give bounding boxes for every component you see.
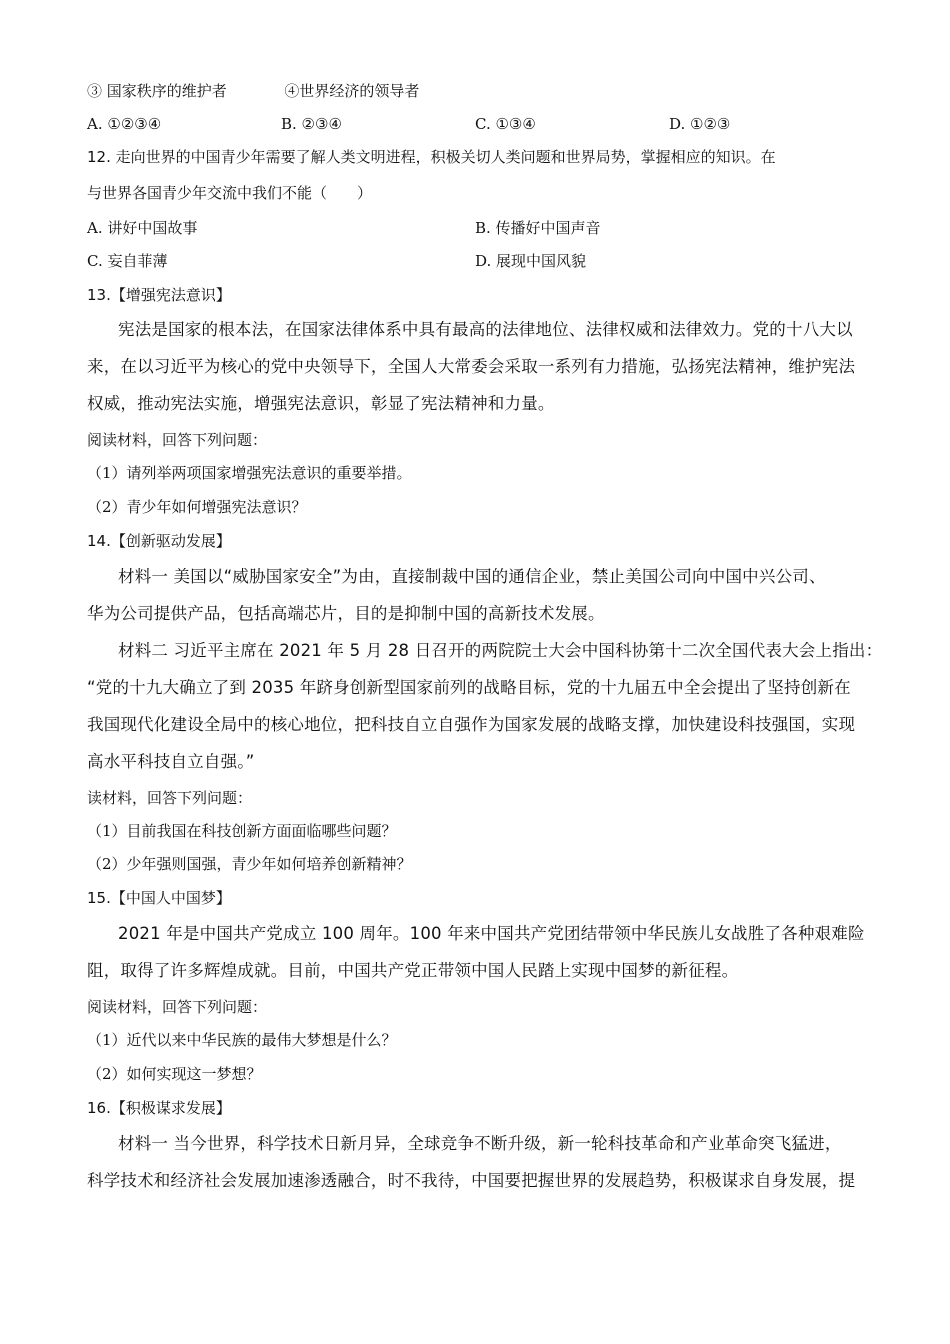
q16-heading [87,1097,231,1119]
q13-number: 13. [87,286,111,304]
q13-material-line-3: 权威，推动宪法实施，增强宪法意识，彰显了宪法精神和力量。 [87,394,555,413]
q16-material-line-2: 科学技术和经济社会发展加速渗透融合，时不我待，中国要把握世界的发展趋势，积极谋求自身发展，提 [87,1171,856,1190]
q11-statements-row [87,80,419,102]
q13-question-2: （2）青少年如何增强宪法意识？ [87,498,307,516]
q13-question-1: （1）请列举两项国家增强宪法意识的重要举措。 [87,464,412,482]
q11-option-a: A. ①②③④ [87,115,162,133]
q14-material-line-5: 我国现代化建设全局中的核心地位，把科技自立自强作为国家发展的战略支撑，加快建设科技强国，实现 [87,715,856,734]
q12-option-b: B. 传播好中国声音 [475,219,601,237]
q13-title: 【增强宪法意识】 [110,286,231,304]
q13-instruction: 阅读材料，回答下列问题： [87,431,268,449]
q15-material-line-1: 2021 年是中国共产党成立 100 周年。100 年来中国共产党团结带领中华民族儿女战胜了各种艰难险 [118,924,865,943]
q14-instruction: 读材料，回答下列问题： [87,789,253,807]
q11-statement-4: ④世界经济的领导者 [284,82,420,100]
q16-number: 16. [87,1099,111,1117]
q14-material-line-6: 高水平科技自立自强。” [87,752,255,771]
q14-material-line-4: “党的十九大确立了到 2035 年跻身创新型国家前列的战略目标，党的十九届五中全会提出了坚持创新在 [87,678,851,697]
q12-stem-1: 走向世界的中国青少年需要了解人类文明进程，积极关切人类问题和世界局势，掌握相应的知识。在 [110,148,776,166]
q13-material-line-2: 来，在以习近平为核心的党中央领导下，全国人大常委会采取一系列有力措施，弘扬宪法精神，维护宪法 [87,357,856,376]
q14-question-1: （1）目前我国在科技创新方面面临哪些问题？ [87,822,397,840]
q16-material-line-1: 材料一 当今世界，科学技术日新月异，全球竞争不断升级，新一轮科技革命和产业革命突飞猛进， [118,1134,842,1153]
q11-option-c: C. ①③④ [475,115,536,133]
q15-number: 15. [87,889,111,907]
q11-statement-3: ③ 国家秩序的维护者 [87,82,227,100]
q15-question-2: （2）如何实现这一梦想？ [87,1065,262,1083]
q12-option-d: D. 展现中国风貌 [475,252,587,270]
q12-option-c: C. 妄自菲薄 [87,252,168,270]
q14-material-line-3: 材料二 习近平主席在 2021 年 5 月 28 日召开的两院院士大会中国科协第十二次全国代表大会上指出： [118,641,883,660]
q15-heading [87,887,231,909]
q14-material-line-1: 材料一 美国以“威胁国家安全”为由，直接制裁中国的通信企业，禁止美国公司向中国中兴公司、 [118,567,826,586]
q15-title: 【中国人中国梦】 [110,889,231,907]
q16-title: 【积极谋求发展】 [110,1099,231,1117]
q12-number: 12. [87,148,111,166]
q13-material-line-1: 宪法是国家的根本法，在国家法律体系中具有最高的法律地位、法律权威和法律效力。党的十八大以 [118,320,853,339]
q12-option-a: A. 讲好中国故事 [87,219,198,237]
q15-instruction: 阅读材料，回答下列问题： [87,998,268,1016]
q11-option-b: B. ②③④ [281,115,342,133]
q14-material-line-2: 华为公司提供产品，包括高端芯片，目的是抑制中国的高新技术发展。 [87,604,605,623]
q11-option-d: D. ①②③ [669,115,731,133]
q12-stem-line-2: 与世界各国青少年交流中我们不能（ ） [87,184,373,202]
q15-question-1: （1）近代以来中华民族的最伟大梦想是什么？ [87,1031,397,1049]
q14-question-2: （2）少年强则国强，青少年如何培养创新精神？ [87,855,412,873]
q12-stem-line-1 [87,146,776,168]
q14-heading [87,530,231,552]
q13-heading [87,284,231,306]
q15-material-line-2: 阻，取得了许多辉煌成就。目前，中国共产党正带领中国人民踏上实现中国梦的新征程。 [87,961,739,980]
q14-number: 14. [87,532,111,550]
q14-title: 【创新驱动发展】 [110,532,231,550]
